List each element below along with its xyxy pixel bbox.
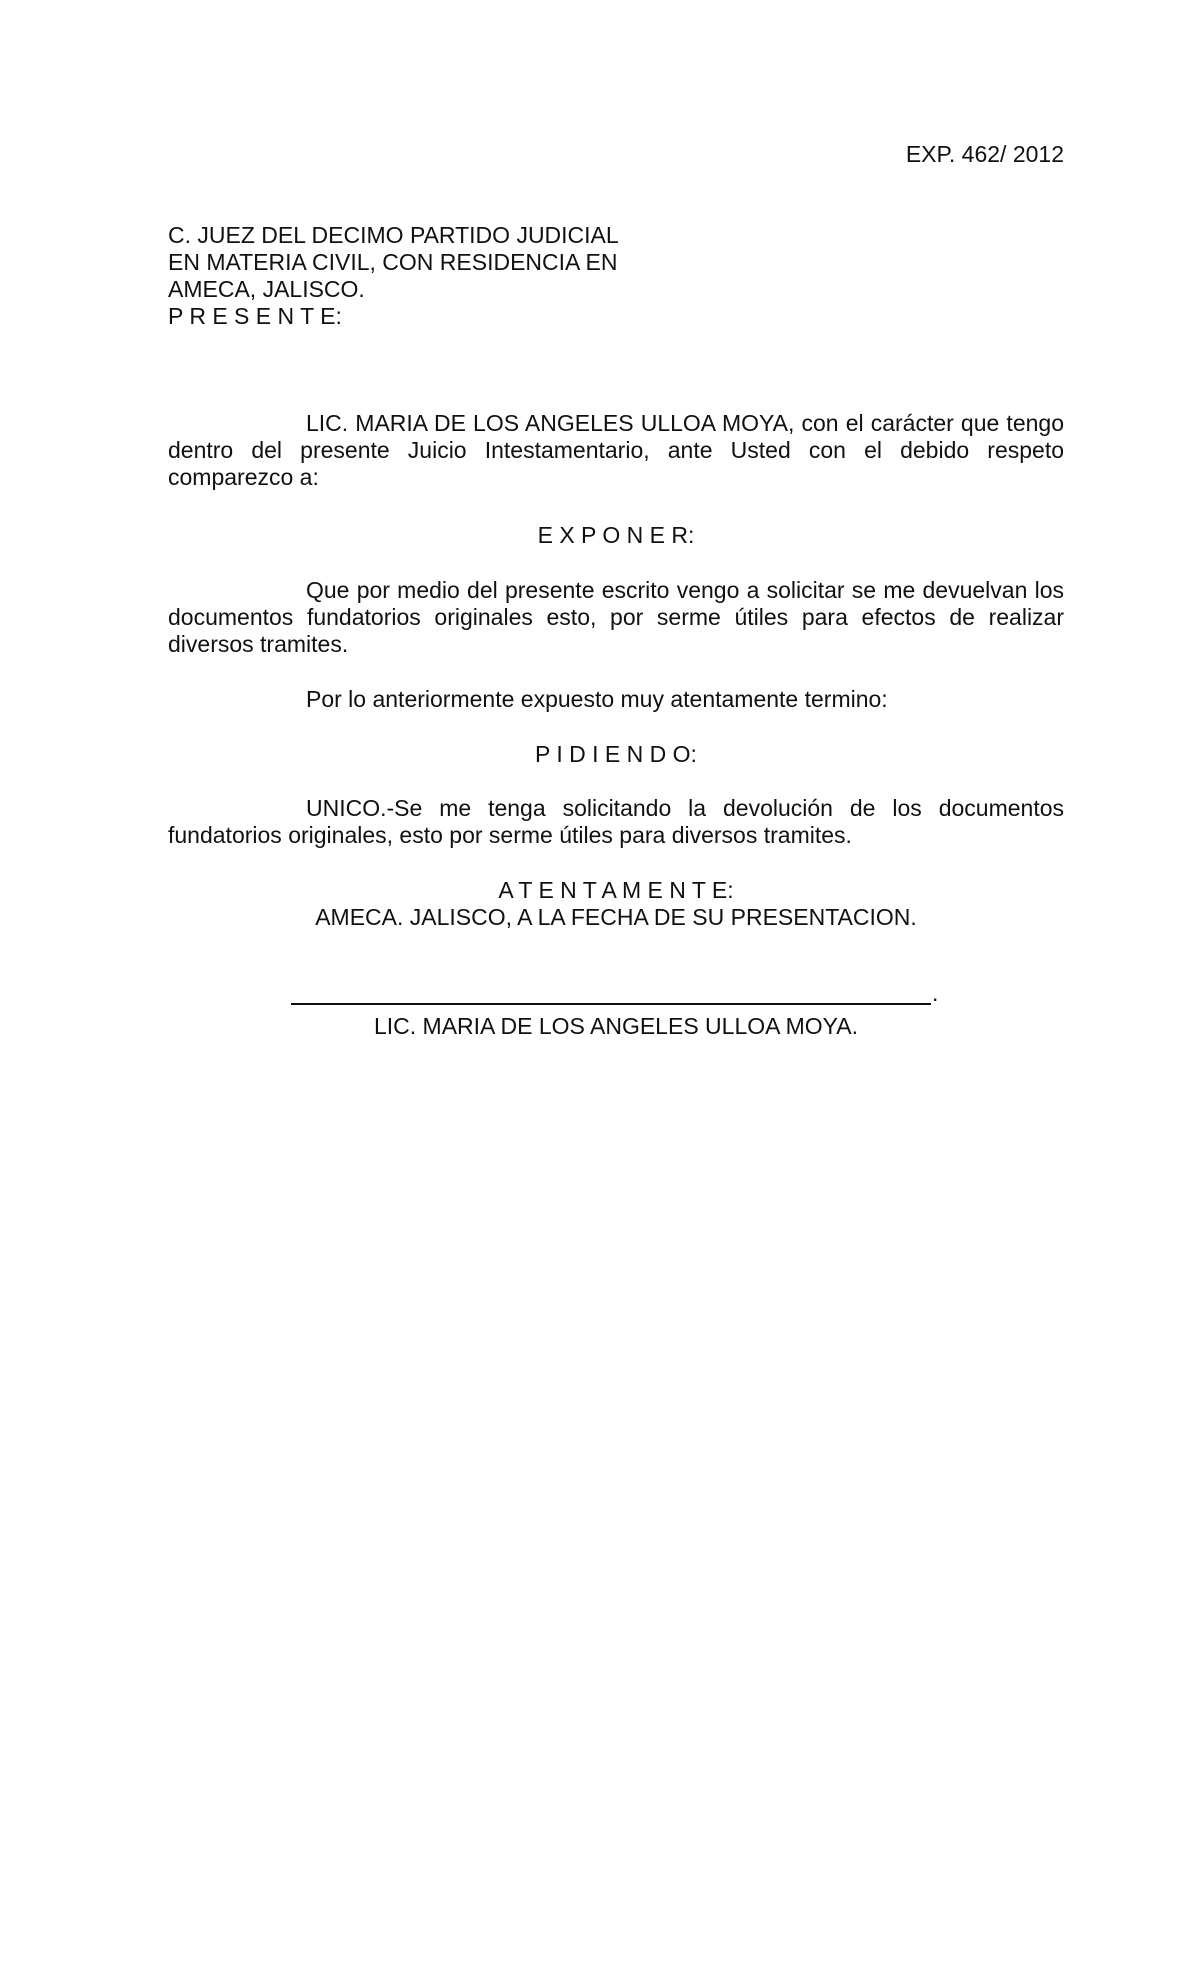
place-date-line: AMECA. JALISCO, A LA FECHA DE SU PRESENTACION. <box>315 904 917 930</box>
document-page <box>168 0 1064 1976</box>
pidiendo-heading: P I D I E N D O: <box>535 741 697 767</box>
body-paragraph: Que por medio del presente escrito vengo a solicitar se me devuelvan los documentos fundatorios originales esto, por serme útiles para efectos de realizar diversos tramites. <box>168 577 1064 657</box>
petition-paragraph: UNICO.-Se me tenga solicitando la devolución de los documentos fundatorios originales, esto por serme útiles para diversos tramites. <box>168 795 1064 848</box>
signature-line <box>291 1003 931 1005</box>
addressee-block <box>168 222 1064 330</box>
intro-paragraph: LIC. MARIA DE LOS ANGELES ULLOA MOYA, con el carácter que tengo dentro del presente Juicio Intestamentario, ante Usted con el debido respeto comparezco a: <box>168 410 1064 490</box>
expediente-number: EXP. 462/ 2012 <box>905 141 1064 167</box>
signature-line-dot: . <box>932 980 939 1006</box>
closing-statement: Por lo anteriormente expuesto muy atentamente termino: <box>306 686 888 712</box>
addressee-line-2: EN MATERIA CIVIL, CON RESIDENCIA EN <box>168 249 618 275</box>
addressee-line-3: AMECA, JALISCO. <box>168 276 365 302</box>
presente-heading: P R E S E N T E: <box>168 303 342 329</box>
signatory-name: LIC. MARIA DE LOS ANGELES ULLOA MOYA. <box>373 1013 859 1039</box>
atentamente-heading: A T E N T A M E N T E: <box>498 877 734 903</box>
addressee-line-1: C. JUEZ DEL DECIMO PARTIDO JUDICIAL <box>168 222 619 248</box>
exponer-heading: E X P O N E R: <box>537 522 695 548</box>
